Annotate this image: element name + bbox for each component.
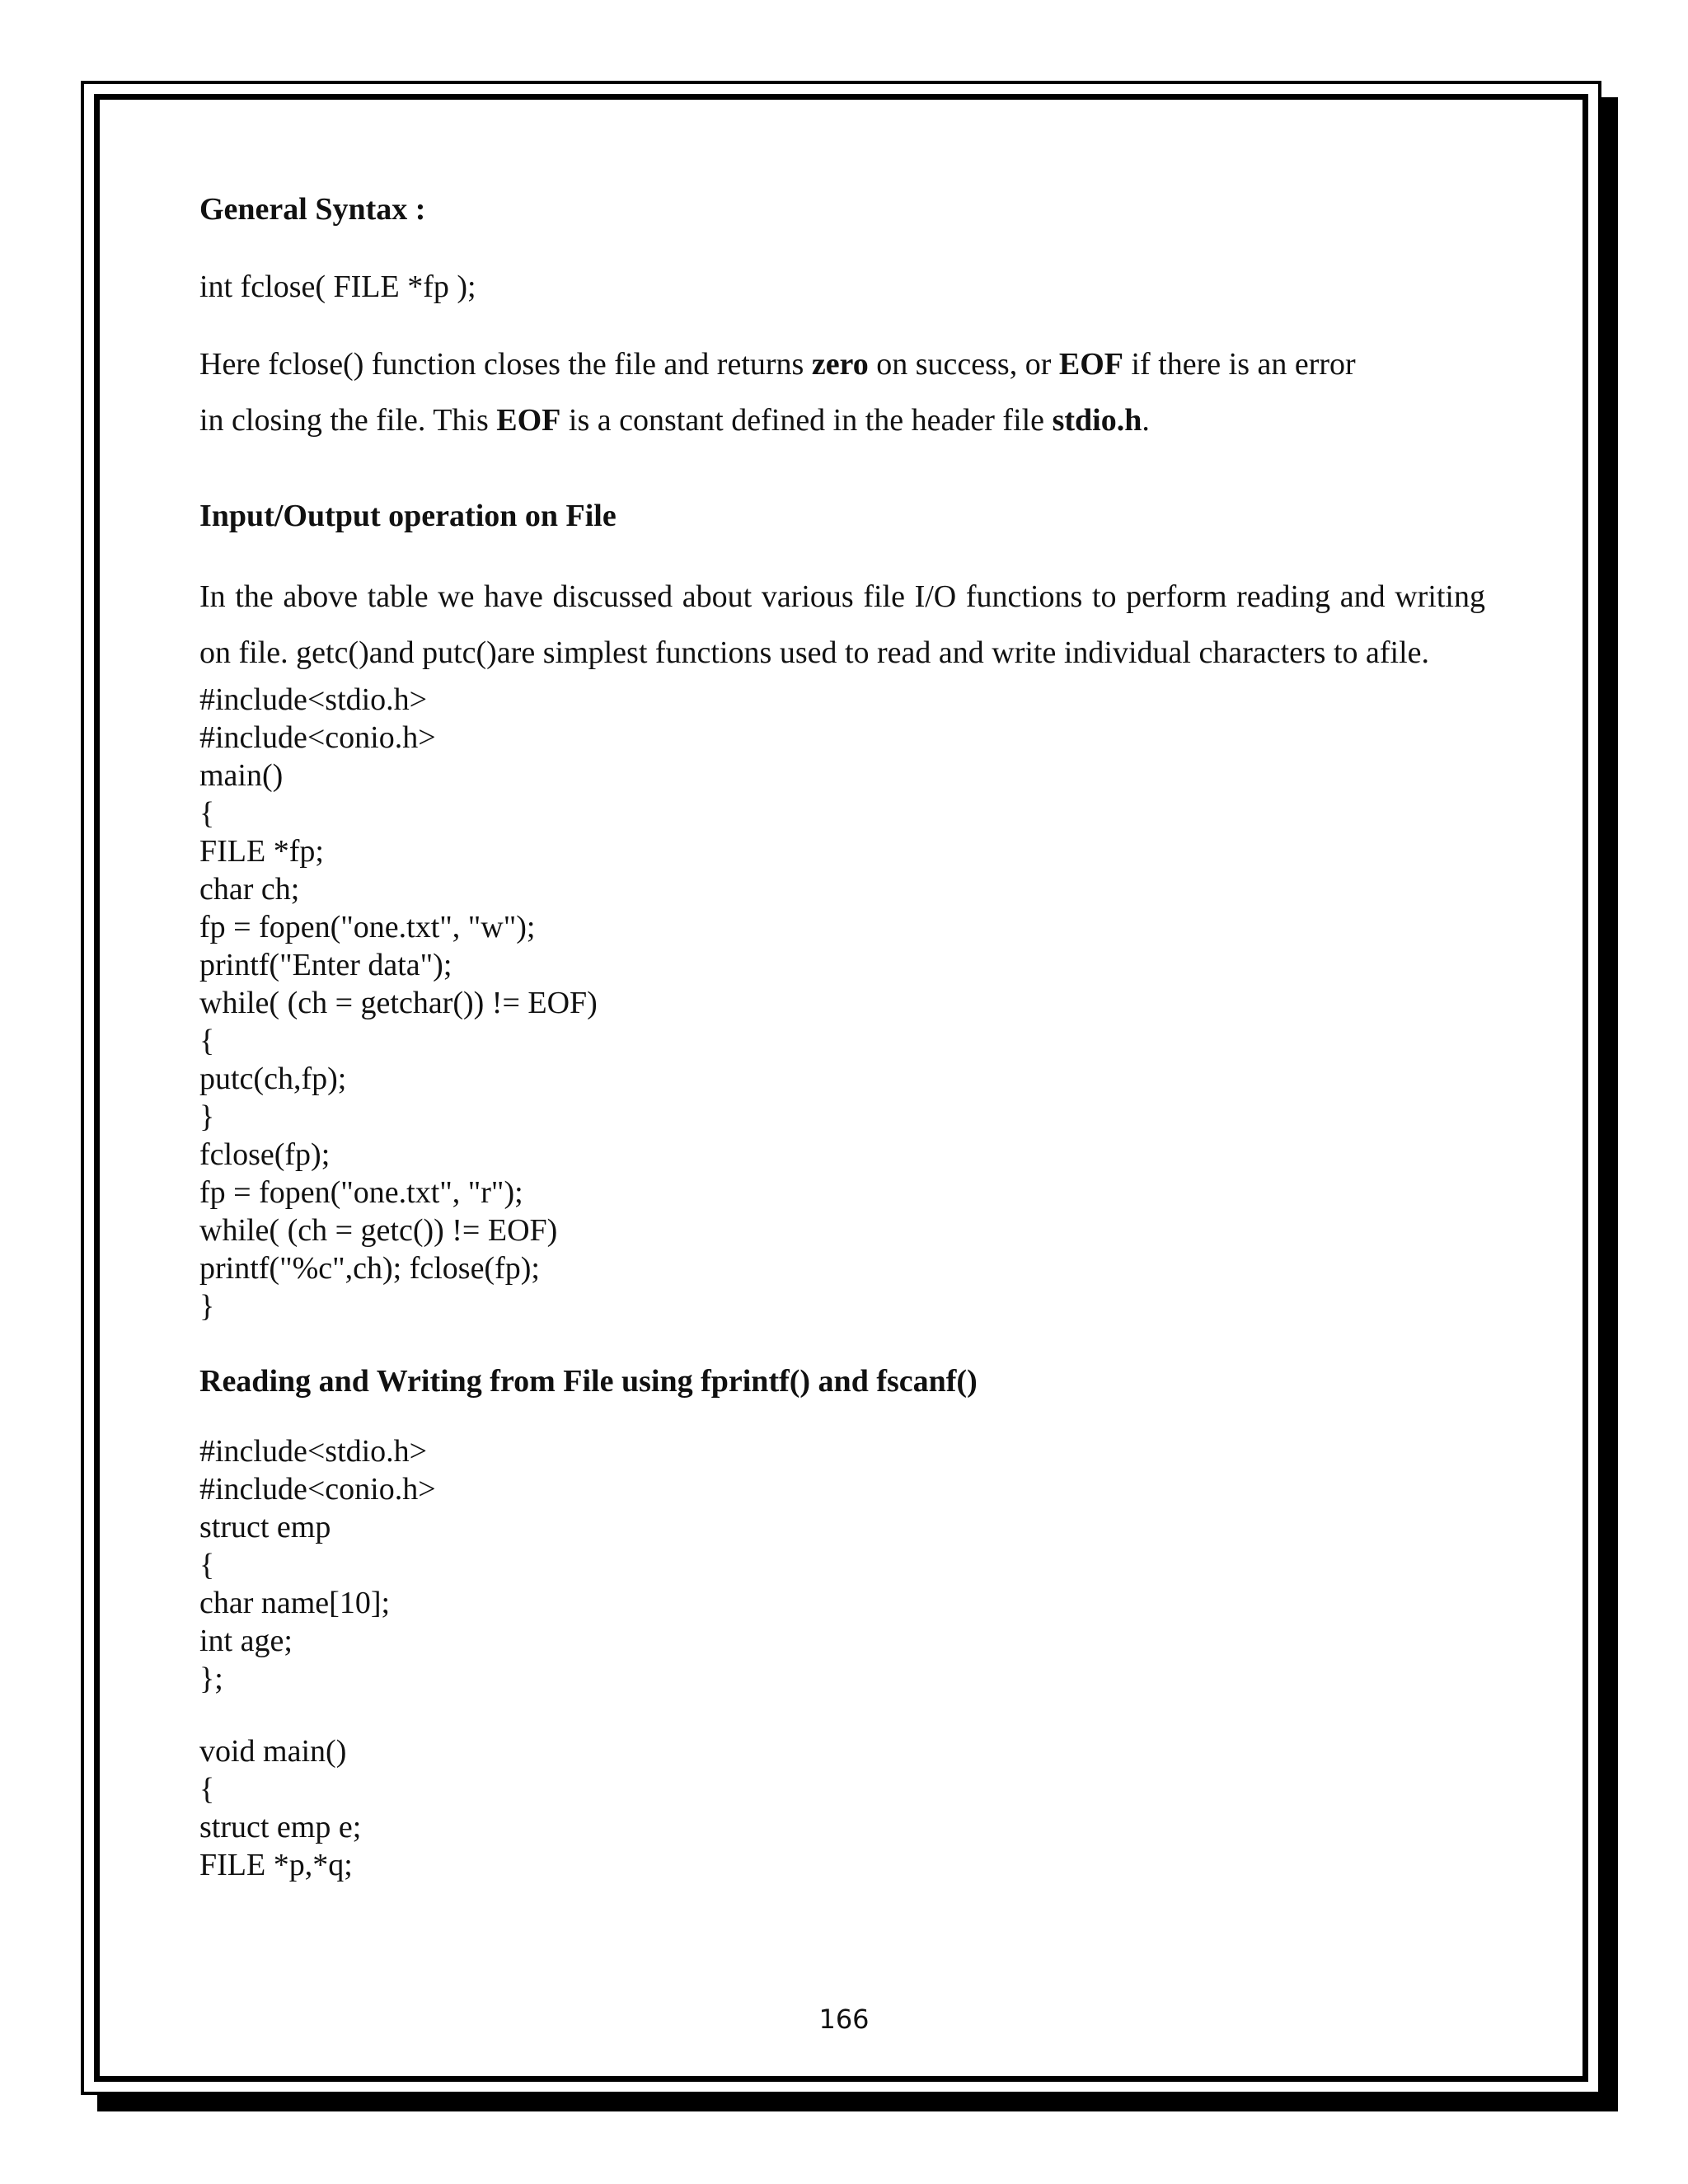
- text-run: Here fclose() function closes the file and returns: [199, 347, 812, 382]
- code-line: };: [199, 1661, 223, 1696]
- code-line: #include<conio.h>: [199, 720, 436, 755]
- fclose-syntax-line: int fclose( FILE *fp );: [199, 269, 476, 304]
- bold-term-eof: EOF: [496, 403, 561, 438]
- code-line: {: [199, 1772, 215, 1807]
- code-line: struct emp e;: [199, 1810, 362, 1844]
- bold-term-stdio-h: stdio.h: [1052, 403, 1142, 438]
- void-main-code: [199, 1732, 1485, 1884]
- text-run: if there is an error: [1123, 347, 1356, 382]
- code-line: FILE *p,*q;: [199, 1848, 353, 1882]
- code-line: struct emp: [199, 1510, 331, 1544]
- code-line: }: [199, 1289, 215, 1324]
- page-number: 166: [818, 2004, 870, 2035]
- io-operation-paragraph: In the above table we have discussed about various file I/O functions to perform reading and writing on file. getc()and putc()are simplest functions used to read and write individual characters to afile.: [199, 579, 1485, 670]
- code-line: #include<conio.h>: [199, 1472, 436, 1507]
- code-line: #include<stdio.h>: [199, 1434, 428, 1469]
- bold-term-zero: zero: [811, 347, 869, 382]
- page-content: [199, 190, 1485, 1884]
- getc-putc-code-example: [199, 681, 1485, 1325]
- code-line: printf("Enter data");: [199, 948, 452, 982]
- code-line: {: [199, 796, 215, 831]
- code-line: fp = fopen("one.txt", "r");: [199, 1175, 523, 1210]
- code-line: while( (ch = getchar()) != EOF): [199, 986, 598, 1020]
- text-run: on success, or: [868, 347, 1059, 382]
- code-line: }: [199, 1099, 215, 1134]
- code-line: FILE *fp;: [199, 834, 324, 869]
- code-line: main(): [199, 758, 284, 793]
- text-run: is a constant defined in the header file: [560, 403, 1053, 438]
- general-syntax-heading: General Syntax :: [199, 192, 426, 227]
- code-line: fp = fopen("one.txt", "w");: [199, 910, 536, 944]
- fprintf-fscanf-heading: Reading and Writing from File using fprintf() and fscanf(): [199, 1364, 978, 1399]
- code-line: void main(): [199, 1734, 347, 1769]
- code-line: char ch;: [199, 872, 300, 907]
- fclose-description: [199, 336, 1485, 448]
- code-line: fclose(fp);: [199, 1137, 331, 1172]
- code-line: {: [199, 1548, 215, 1582]
- text-run: in closing the file. This: [199, 403, 497, 438]
- code-line: putc(ch,fp);: [199, 1062, 347, 1096]
- code-line: while( (ch = getc()) != EOF): [199, 1213, 558, 1248]
- code-line: int age;: [199, 1624, 293, 1658]
- text-run: .: [1142, 403, 1150, 438]
- io-operation-heading: Input/Output operation on File: [199, 499, 617, 533]
- code-line: char name[10];: [199, 1586, 391, 1620]
- bold-term-eof: EOF: [1058, 347, 1123, 382]
- code-line: {: [199, 1024, 215, 1058]
- code-line: printf("%c",ch); fclose(fp);: [199, 1251, 540, 1286]
- code-line: #include<stdio.h>: [199, 682, 428, 717]
- struct-emp-code: [199, 1432, 1485, 1698]
